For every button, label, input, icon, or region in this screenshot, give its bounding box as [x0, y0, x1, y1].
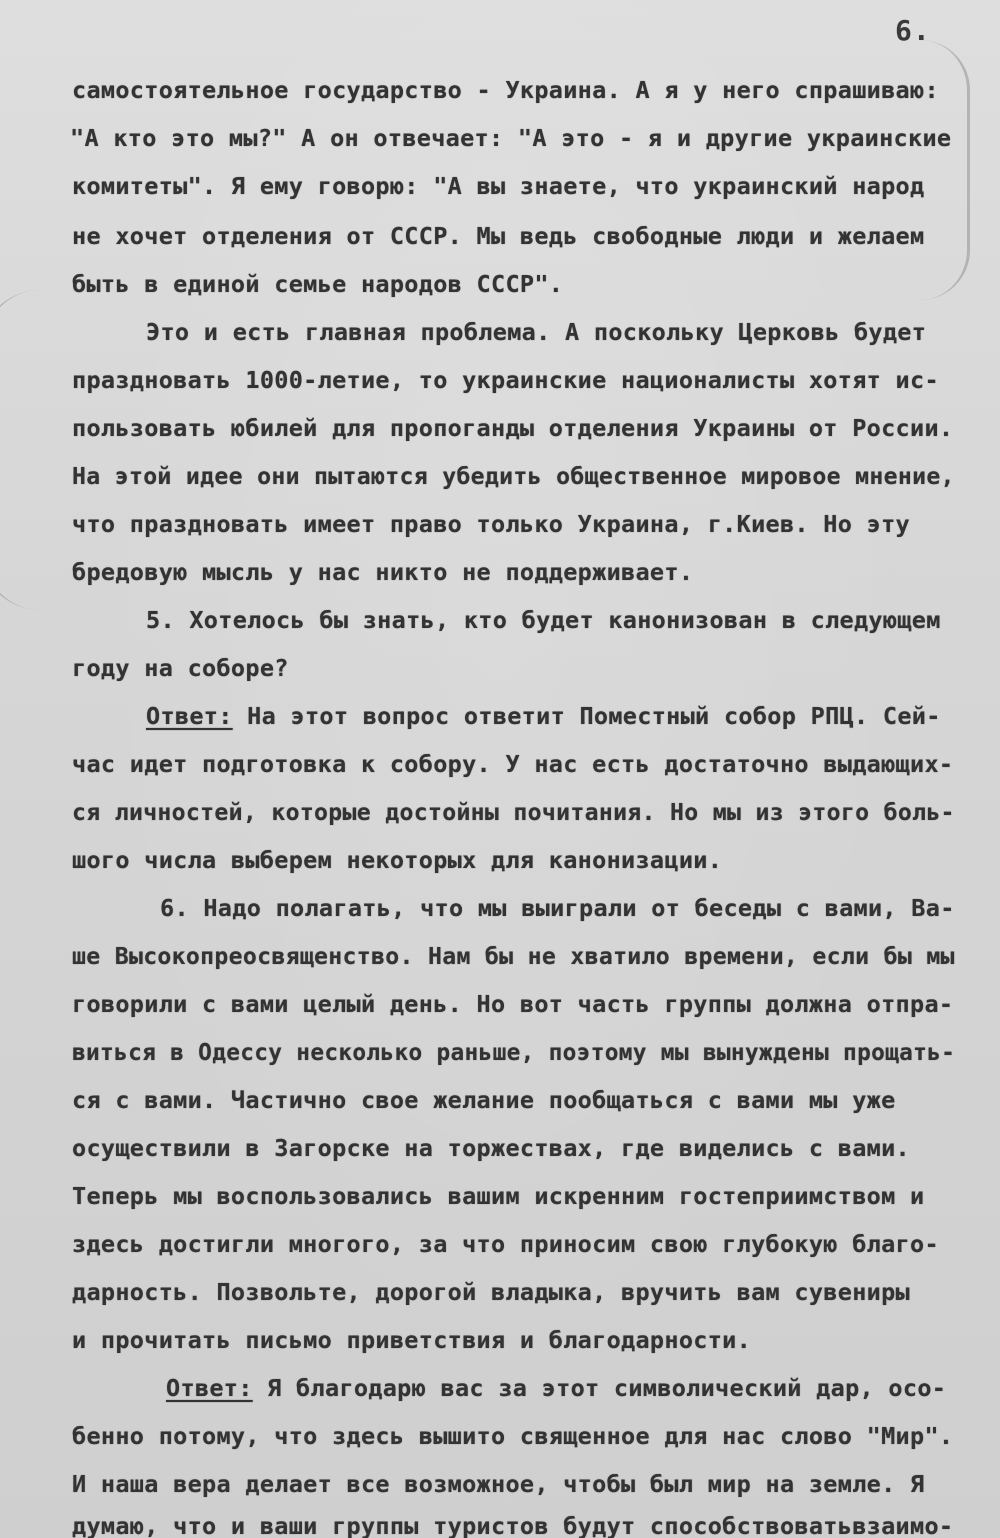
- text-line: час идет подготовка к собору. У нас есть достаточно выдающих-: [72, 750, 954, 778]
- text-line: и прочитать письмо приветствия и благодарности.: [72, 1326, 752, 1354]
- text-line: что праздновать имеет право только Украина, г.Киев. Но эту: [72, 510, 910, 538]
- page-number: 6.: [895, 14, 931, 47]
- text-line: Теперь мы воспользовались вашим искренним гостеприимством и: [72, 1182, 925, 1210]
- text-line: И наша вера делает все возможное, чтобы был мир на земле. Я: [72, 1470, 925, 1498]
- text-line: году на соборе?: [72, 654, 289, 682]
- text-line: говорили с вами целый день. Но вот часть группы должна отпра-: [72, 990, 954, 1018]
- pencil-margin-mark-left: [0, 290, 63, 610]
- text-line: ся с вами. Частично свое желание пообщаться с вами мы уже: [72, 1086, 896, 1114]
- text-line: Ответ: Я благодарю вас за этот символический дар, осо-: [166, 1374, 947, 1402]
- text-line: 5. Хотелось бы знать, кто будет канонизован в следующем: [146, 606, 941, 634]
- text-line: На этой идее они пытаются убедить общественное мировое мнение,: [72, 462, 955, 490]
- text-line: здесь достигли многого, за что приносим свою глубокую благо-: [72, 1230, 939, 1258]
- text-line: осуществили в Загорске на торжествах, где виделись с вами.: [72, 1134, 910, 1162]
- text-line: 6. Надо полагать, что мы выиграли от беседы с вами, Ва-: [160, 894, 955, 922]
- text-line: думаю, что и ваши группы туристов будут способствоватьвзаимо-: [72, 1512, 954, 1538]
- text-line: "А кто это мы?" А он отвечает: "А это - я и другие украинские: [70, 124, 952, 152]
- text-line: не хочет отделения от СССР. Мы ведь свободные люди и желаем: [72, 222, 925, 250]
- text-line: комитеты". Я ему говорю: "А вы знаете, что украинский народ: [72, 172, 925, 200]
- text-line: дарность. Позвольте, дорогой владыка, вручить вам сувениры: [72, 1278, 910, 1306]
- text-line: Это и есть главная проблема. А поскольку Церковь будет: [146, 318, 927, 346]
- text-line: бенно потому, что здесь вышито священное для нас слово "Мир".: [72, 1422, 954, 1450]
- text-line: быть в единой семье народов СССР".: [72, 270, 564, 298]
- text-line: ся личностей, которые достойны почитания. Но мы из этого боль-: [72, 798, 955, 826]
- answer-label: Ответ:: [146, 702, 233, 730]
- text-line: шого числа выберем некоторых для канонизации.: [72, 846, 723, 874]
- text-line: пользовать юбилей для пропоганды отделения Украины от России.: [72, 414, 954, 442]
- answer-label: Ответ:: [166, 1374, 253, 1402]
- text-line: самостоятельное государство - Украина. А я у него спрашиваю:: [72, 76, 939, 104]
- text-line: ше Высокопреосвященство. Нам бы не хватило времени, если бы мы: [72, 942, 955, 970]
- text-line: Ответ: На этот вопрос ответит Поместный собор РПЦ. Сей-: [146, 702, 941, 730]
- text-line: бредовую мысль у нас никто не поддерживает.: [72, 558, 694, 586]
- text-line: праздновать 1000-летие, то украинские националисты хотят ис-: [72, 366, 939, 394]
- text-line: виться в Одессу несколько раньше, поэтому мы вынуждены прощать-: [72, 1038, 956, 1066]
